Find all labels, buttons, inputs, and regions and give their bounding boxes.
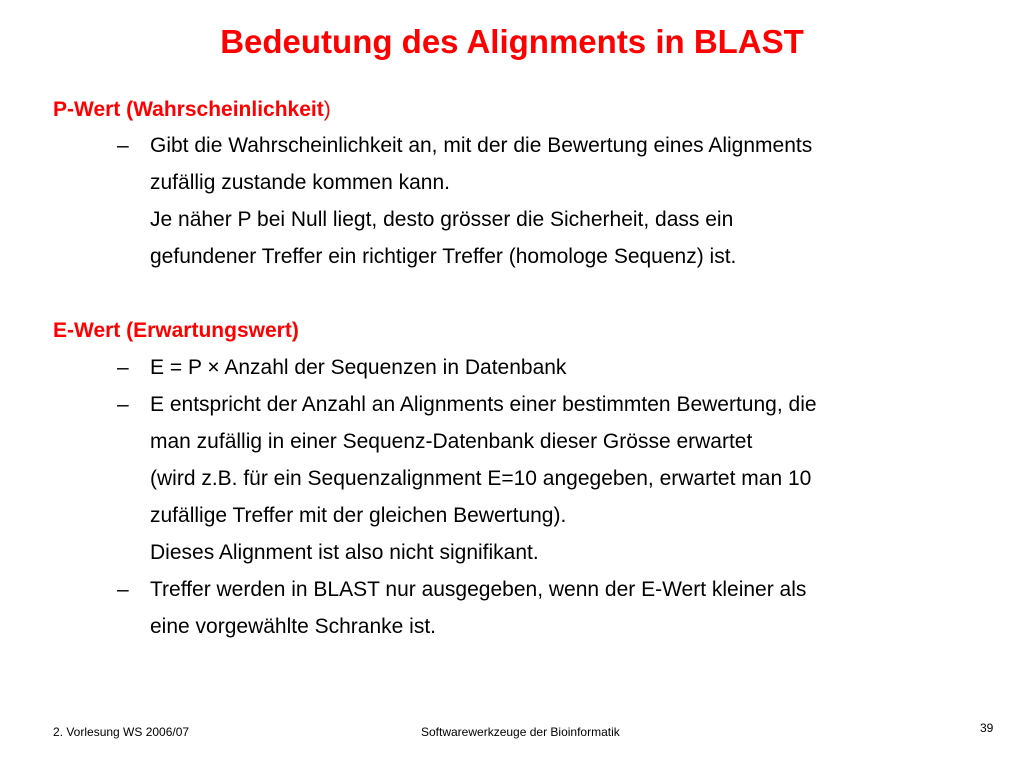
footer-course-title: Softwarewerkzeuge der Bioinformatik <box>421 725 620 739</box>
bullet-line: Treffer werden in BLAST nur ausgegeben, wenn der E-Wert kleiner als <box>150 578 807 601</box>
bullet-line: zufällig zustande kommen kann. <box>150 171 450 194</box>
footer-lecture: 2. Vorlesung WS 2006/07 <box>53 725 190 739</box>
bullet-line: Je näher P bei Null liegt, desto grösser die Sicherheit, dass ein <box>150 208 734 231</box>
bullet-line: zufällige Treffer mit der gleichen Bewertung). <box>150 504 567 527</box>
p-value-heading <box>53 96 331 124</box>
bullet-line: man zufällig in einer Sequenz-Datenbank dieser Grösse erwartet <box>150 430 753 453</box>
bullet-line: (wird z.B. für ein Sequenzalignment E=10 angegeben, erwartet man 10 <box>150 467 812 490</box>
bullet-line: eine vorgewählte Schranke ist. <box>150 615 436 638</box>
bullet-line: Dieses Alignment ist also nicht signifikant. <box>150 541 539 564</box>
bullet-dash: – <box>117 393 129 416</box>
bullet-line: E = P × Anzahl der Sequenzen in Datenbank <box>150 356 567 379</box>
footer-page-number: 39 <box>980 721 994 735</box>
bullet-dash: – <box>117 134 129 157</box>
bullet-line: E entspricht der Anzahl an Alignments einer bestimmten Bewertung, die <box>150 393 817 416</box>
p-value-heading-text: P-Wert (Wahrscheinlichkeit <box>53 98 324 121</box>
bullet-dash: – <box>117 578 129 601</box>
slide-title: Bedeutung des Alignments in BLAST <box>220 23 804 60</box>
e-value-heading: E-Wert (Erwartungswert) <box>53 319 299 342</box>
bullet-line: gefundener Treffer ein richtiger Treffer (homologe Sequenz) ist. <box>150 245 737 268</box>
p-value-heading-close: ) <box>323 98 331 121</box>
bullet-dash: – <box>117 356 129 379</box>
bullet-line: Gibt die Wahrscheinlichkeit an, mit der die Bewertung eines Alignments <box>150 134 813 157</box>
